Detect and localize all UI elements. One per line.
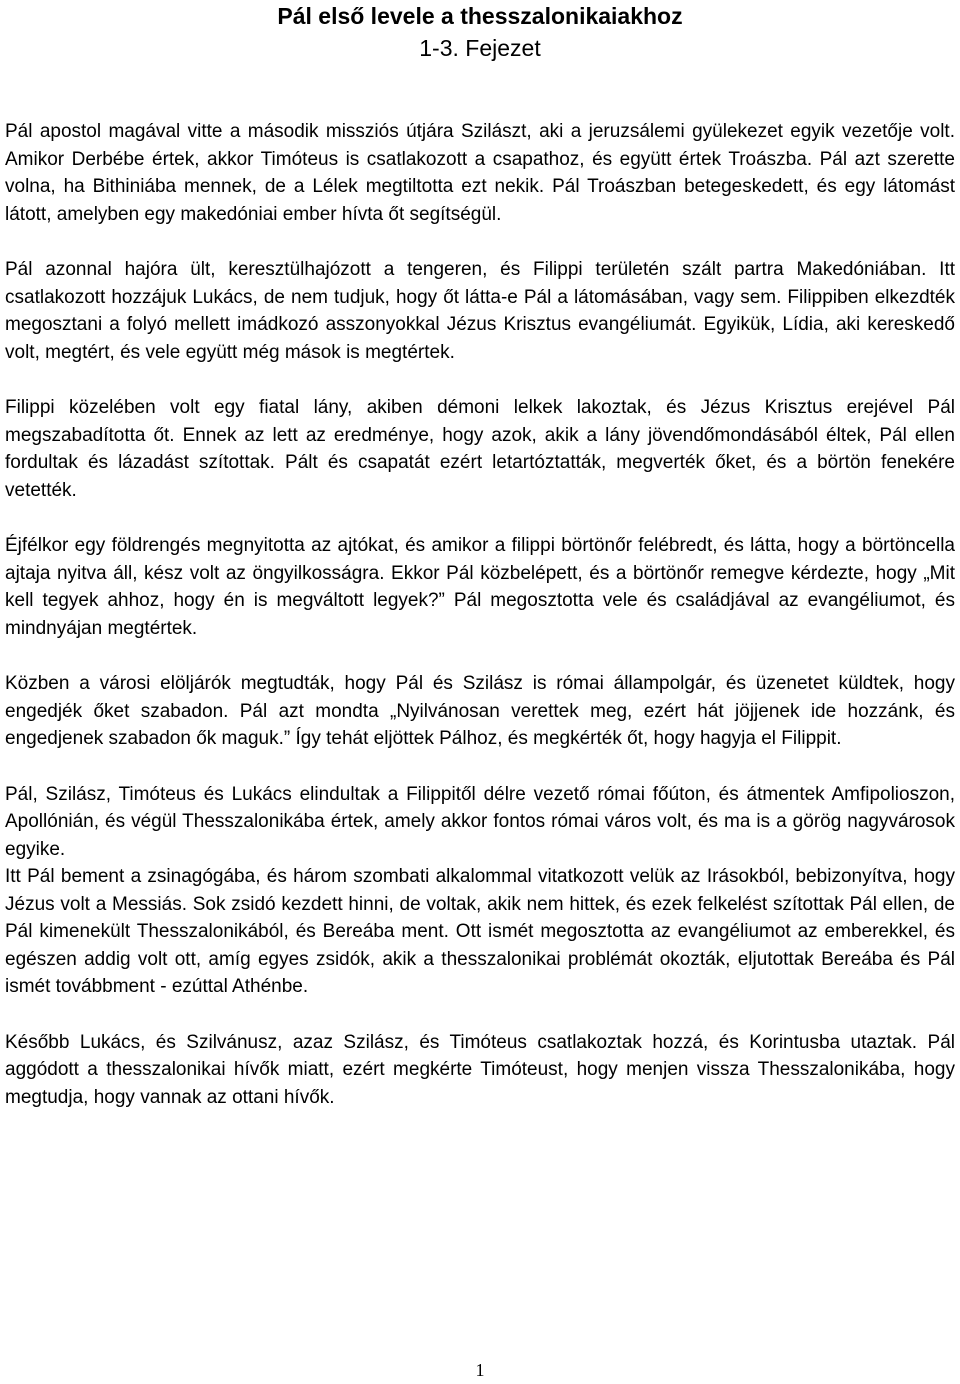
title-block	[5, 0, 955, 64]
paragraph-5: Közben a városi elöljárók megtudták, hogy Pál és Szilász is római állampolgár, és üzenetet küldtek, hogy engedjék őket szabadon. Pál azt mondta „Nyilvánosan verettek meg, ezért hát jöjjenek ide hozzánk, és engedjenek szabadon ők maguk.” Így tehát eljöttek Pálhoz, és megkérték őt, hogy hagyja el Filippit.	[5, 673, 955, 749]
document-page	[5, 0, 955, 1384]
paragraph-7: Itt Pál bement a zsinagógába, és három szombati alkalommal vitatkozott velük az Irásokból, bebizonyítva, hogy Jézus volt a Messiás. Sok zsidó kezdett hinni, de voltak, akik nem hittek, és ezek felkelést szítottak Pál ellen, de Pál kimenekült Thesszalonikából, és Bereába ment. Ott ismét megosztotta az evangéliumot az emberekkel, és egészen addig volt ott, amíg egyes zsidók, akik a thesszalonikai problémát okozták, eljutottak Bereába és Pál ismét továbbment - ezúttal Athénbe.	[5, 866, 955, 997]
paragraph-8: Később Lukács, és Szilvánusz, azaz Szilász, és Timóteus csatlakoztak hozzá, és Korintusba utaztak. Pál aggódott a thesszalonikai hívők miatt, ezért megkérte Timóteust, hogy menjen vissza Thesszalonikába, hogy megtudja, hogy vannak az ottani hívők.	[5, 1031, 955, 1108]
paragraph-4: Éjfélkor egy földrengés megnyitotta az ajtókat, és amikor a filippi börtönőr felébredt, és látta, hogy a börtöncella ajtaja nyitva áll, kész volt az öngyilkosságra. Ekkor Pál közbelépett, és a börtönőr remegve kérdezte, hogy „Mit kell tegyek ahhoz, hogy én is megváltott legyek?” Pál megosztotta vele és családjával az evangéliumot, és mindnyájan megtértek.	[5, 535, 955, 639]
paragraph-6: Pál, Szilász, Timóteus és Lukács elindultak a Filippitől délre vezető római főúton, és átmentek Amfipolioszon, Apollónián, és végül Thesszalonikába értek, amely akkor fontos római város volt, és ma is a görög nagyvárosok egyike.	[5, 783, 955, 860]
paragraph-3: Filippi közelében volt egy fiatal lány, akiben démoni lelkek lakoztak, és Jézus Krisztus erejével Pál megszabadította őt. Ennek az lett az eredménye, hogy azok, akik a lány jövendőmondásából éltek, Pál ellen fordultak és lázadást szítottak. Pált és csapatát ezért letartóztatták, megverték őket, és a börtön fenekére vetették.	[5, 397, 955, 501]
document-title: Pál első levele a thesszalonikaiakhoz	[277, 3, 683, 29]
paragraph-2: Pál azonnal hajóra ült, keresztülhajózott a tengeren, és Filippi területén szált partra Makedóniában. Itt csatlakozott hozzájuk Lukács, de nem tudjuk, hogy őt látta-e Pál a látomásában, vagy sem. Filippiben elkezdték megosztani a folyó mellett imádkozó asszonyokkal Jézus Krisztus evangéliumát. Egyikük, Lídia, aki kereskedő volt, megtért, és vele együtt még mások is megtértek.	[5, 259, 955, 363]
page-number: 1	[475, 1360, 485, 1380]
chapter-subtitle: 1-3. Fejezet	[419, 35, 541, 61]
paragraph-1: Pál apostol magával vitte a második missziós útjára Szilászt, aki a jeruzsálemi gyülekezet egyik vezetője volt. Amikor Derbébe értek, akkor Timóteus is csatlakozott a csapathoz, és együtt értek Troászba. Pál azt szerette volna, ha Bithiniába mennek, de a Lélek megtiltotta ezt nekik. Pál Troászban betegeskedett, és egy látomást látott, amelyben egy makedóniai ember hívta őt segítségül.	[5, 121, 955, 225]
